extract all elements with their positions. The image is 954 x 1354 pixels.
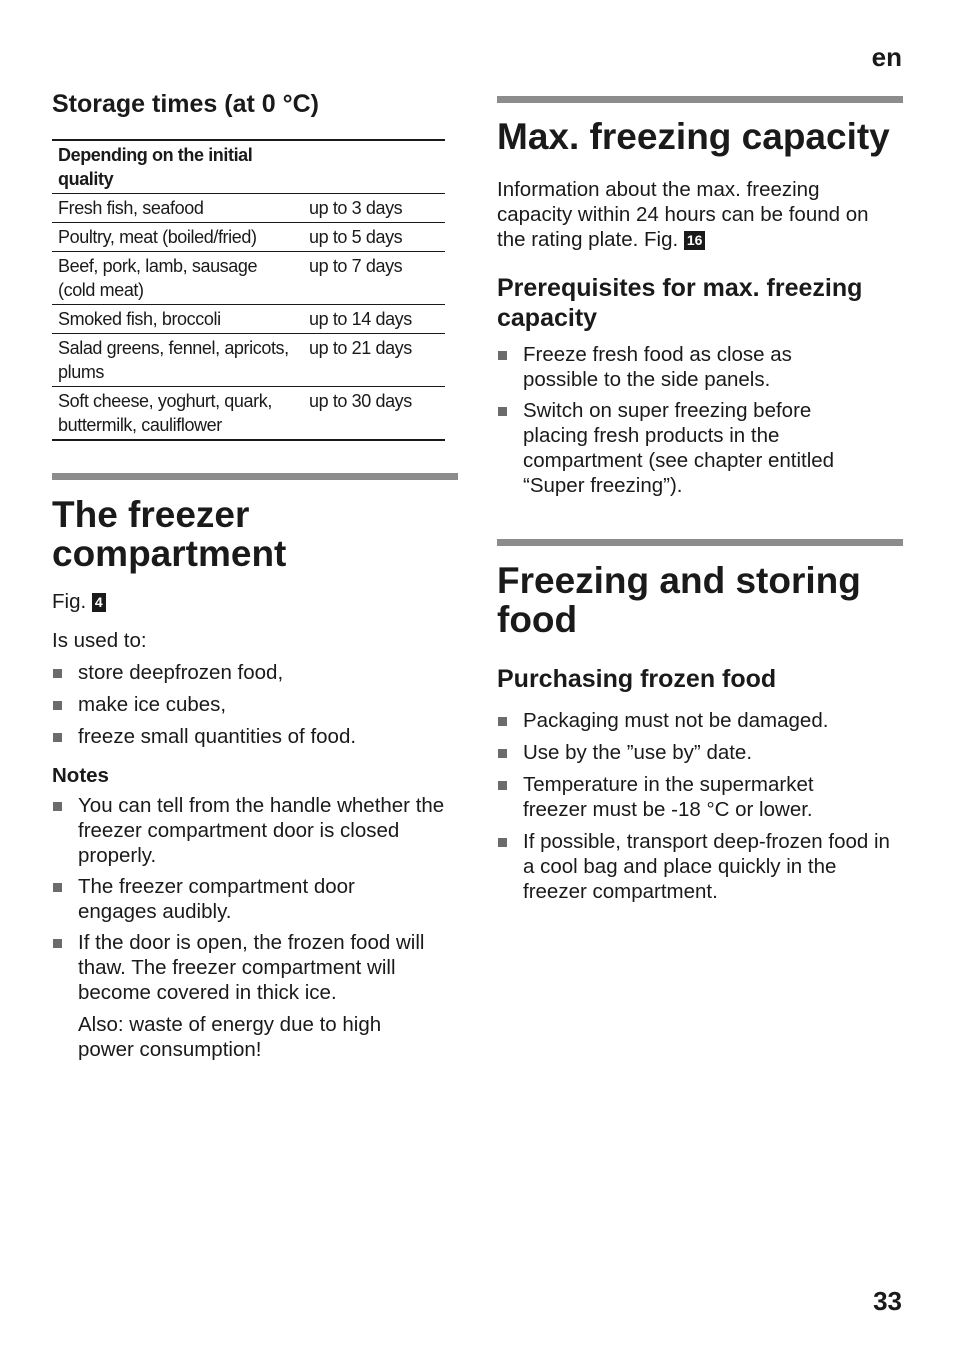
bullet-square-icon — [498, 781, 507, 790]
table-cell-item: Soft cheese, yoghurt, quark, buttermilk, cauliflower — [58, 391, 272, 435]
list-item: Switch on super freezing before placing fresh products in the compartment (see chapter entitled “Super freezing”). — [497, 398, 903, 498]
table-row — [52, 193, 445, 222]
table-cell-time: up to 7 days — [309, 256, 403, 276]
table-cell-item: Smoked fish, broccoli — [58, 309, 221, 329]
table-header-cell: Depending on the initial quality — [58, 145, 253, 189]
figure-reference — [52, 589, 458, 614]
list-item: The freezer compartment door engages audibly. — [52, 874, 458, 924]
purchasing-heading: Purchasing frozen food — [497, 665, 777, 693]
notes-heading: Notes — [52, 764, 109, 787]
language-code: en — [871, 42, 902, 72]
bullet-square-icon — [498, 749, 507, 758]
table-cell-time: up to 21 days — [309, 338, 412, 358]
bullet-square-icon — [53, 802, 62, 811]
list-item: Freeze fresh food as close as possible to the side panels. — [497, 342, 903, 392]
bullet-square-icon — [53, 669, 62, 678]
table-header-row — [52, 139, 445, 193]
table-row — [52, 251, 445, 304]
notes-list — [52, 793, 458, 1005]
freezer-compartment-heading: The freezer compartment — [52, 494, 287, 574]
table-row — [52, 333, 445, 386]
storage-times-table — [52, 139, 445, 441]
fig-label: Fig. — [52, 590, 87, 613]
max-freezing-intro: Information about the max. freezing capacity within 24 hours can be found on the rating plate. Fig. 16 — [497, 178, 869, 251]
bullet-square-icon — [498, 351, 507, 360]
section-rule — [497, 96, 903, 103]
table-row — [52, 304, 445, 333]
bullet-square-icon — [498, 717, 507, 726]
section-rule — [497, 539, 903, 546]
section-rule — [52, 473, 458, 480]
table-cell-item: Fresh fish, seafood — [58, 198, 204, 218]
table-cell-time: up to 5 days — [309, 227, 403, 247]
table-row — [52, 386, 445, 441]
list-item: make ice cubes, — [52, 692, 458, 717]
list-item: freeze small quantities of food. — [52, 724, 458, 749]
table-cell-time: up to 3 days — [309, 198, 403, 218]
bullet-square-icon — [498, 838, 507, 847]
max-freezing-heading: Max. freezing capacity — [497, 116, 890, 157]
table-cell-time: up to 14 days — [309, 309, 412, 329]
table-cell-item: Salad greens, fennel, apricots, plums — [58, 338, 289, 382]
bullet-square-icon — [53, 701, 62, 710]
list-item: Packaging must not be damaged. — [497, 708, 903, 733]
bullet-square-icon — [498, 407, 507, 416]
prerequisites-heading: Prerequisites for max. freezing capacity — [497, 274, 863, 332]
bullet-square-icon — [53, 733, 62, 742]
list-item: Temperature in the supermarket freezer must be -18 °C or lower. — [497, 772, 903, 822]
list-item: If possible, transport deep-frozen food in a cool bag and place quickly in the freezer compartment. — [497, 829, 903, 904]
notes-extra: Also: waste of energy due to high power consumption! — [78, 1013, 382, 1061]
table-cell-item: Beef, pork, lamb, sausage (cold meat) — [58, 256, 258, 300]
list-item: You can tell from the handle whether the freezer compartment door is closed properly. — [52, 793, 458, 868]
figure-number-badge: 4 — [92, 593, 106, 612]
purchasing-list — [497, 708, 903, 904]
table-row — [52, 222, 445, 251]
bullet-square-icon — [53, 939, 62, 948]
uses-list — [52, 660, 458, 749]
freezing-storing-heading: Freezing and storing food — [497, 560, 861, 640]
table-cell-item: Poultry, meat (boiled/fried) — [58, 227, 257, 247]
bullet-square-icon — [53, 883, 62, 892]
list-item: Use by the ”use by” date. — [497, 740, 903, 765]
figure-number-badge: 16 — [684, 231, 706, 250]
storage-times-heading: Storage times (at 0 °C) — [52, 90, 320, 118]
used-to-label: Is used to: — [52, 629, 147, 652]
list-item: If the door is open, the frozen food will thaw. The freezer compartment will become covered in thick ice. — [52, 930, 458, 1005]
list-item: store deepfrozen food, — [52, 660, 458, 685]
prerequisites-list — [497, 342, 903, 498]
table-cell-time: up to 30 days — [309, 391, 412, 411]
page-number: 33 — [873, 1286, 902, 1316]
